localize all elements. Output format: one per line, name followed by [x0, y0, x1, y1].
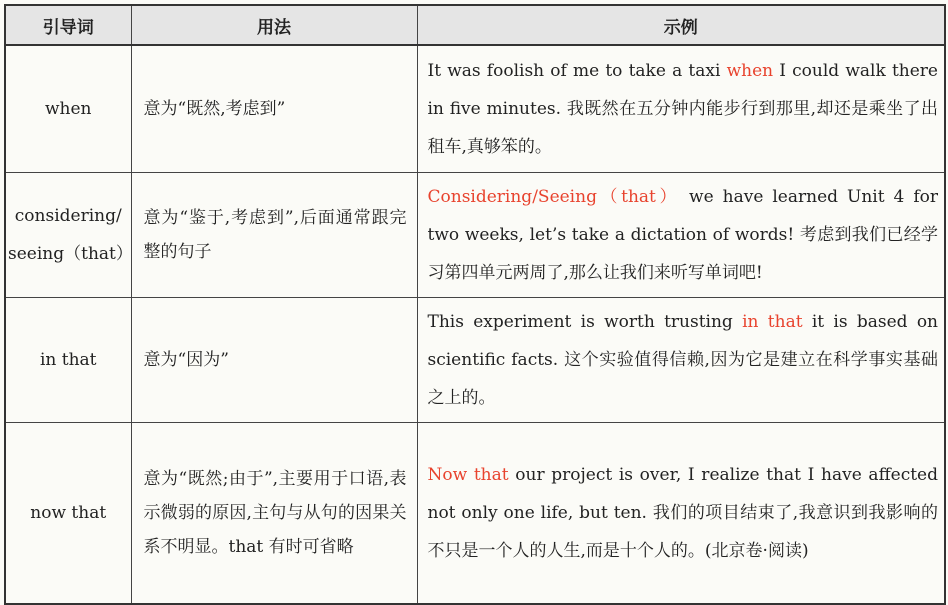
- example-text: This experiment is worth trusting: [427, 312, 743, 332]
- conjunction-usage-table: [4, 4, 946, 605]
- example-text: we have learned Unit 4 for two weeks, let’s take a dictation of words! 考虑到我们已经学习第四单元两周了,那么让我们来听写单词吧!: [427, 187, 939, 283]
- header-keyword: 引导词: [5, 5, 131, 45]
- example-cell: [417, 423, 945, 605]
- example-highlight: Considering/Seeing（that）: [427, 187, 681, 207]
- table-row: [5, 173, 945, 298]
- grammar-table-page: [4, 4, 944, 582]
- table-row: [5, 423, 945, 605]
- keyword-cell: considering/ seeing（that）: [5, 173, 131, 298]
- keyword-cell: now that: [5, 423, 131, 605]
- example-highlight: in that: [742, 312, 803, 332]
- table-header-row: [5, 5, 945, 45]
- example-highlight: Now that: [427, 465, 509, 485]
- example-text: I could walk there in five minutes. 我既然在五分钟内能步行到那里,却还是乘坐了出租车,真够笨的。: [427, 61, 938, 157]
- example-cell: [417, 45, 945, 173]
- usage-cell: 意为“鉴于,考虑到”,后面通常跟完整的句子: [131, 173, 417, 298]
- example-highlight: when: [726, 61, 774, 81]
- table-row: [5, 45, 945, 173]
- example-text: our project is over, I realize that I have affected not only one life, but ten. 我们的项目结束了,我意识到我影响的不只是一个人的人生,而是十个人的。(北京卷·阅读): [427, 465, 939, 561]
- table-row: [5, 298, 945, 423]
- header-usage: 用法: [131, 5, 417, 45]
- example-text: It was foolish of me to take a taxi: [427, 61, 727, 81]
- usage-cell: 意为“既然,考虑到”: [131, 45, 417, 173]
- keyword-cell: in that: [5, 298, 131, 423]
- example-text: it is based on scientific facts. 这个实验值得信赖,因为它是建立在科学事实基础之上的。: [427, 312, 939, 408]
- usage-cell: 意为“既然;由于”,主要用于口语,表示微弱的原因,主句与从句的因果关系不明显。that 有时可省略: [131, 423, 417, 605]
- keyword-cell: when: [5, 45, 131, 173]
- example-cell: [417, 298, 945, 423]
- header-example: 示例: [417, 5, 945, 45]
- example-cell: [417, 173, 945, 298]
- usage-cell: 意为“因为”: [131, 298, 417, 423]
